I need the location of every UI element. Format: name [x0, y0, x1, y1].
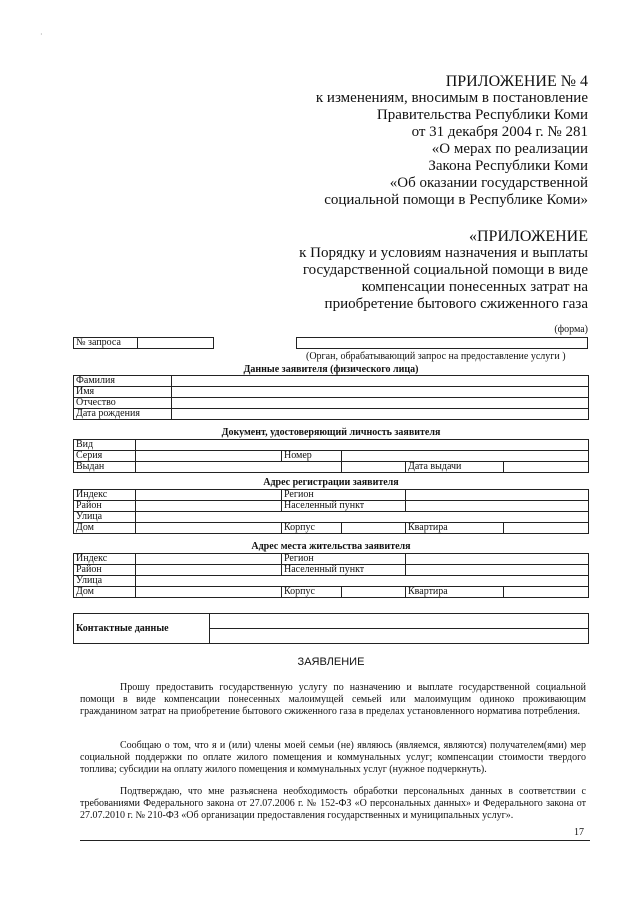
reg-street-input[interactable] — [136, 512, 589, 523]
scan-speck: · — [40, 30, 43, 39]
doc-issued-input-2[interactable] — [342, 462, 406, 473]
res-region-label: Регион — [282, 554, 406, 565]
doc-issued-input[interactable] — [136, 462, 342, 473]
appendix-line: к Порядку и условиям назначения и выплаты — [299, 245, 588, 261]
residence-title: Адрес места жительства заявителя — [251, 541, 411, 552]
appendix-line: «ПРИЛОЖЕНИЕ — [468, 228, 588, 245]
patronymic-input[interactable] — [172, 398, 589, 409]
res-building-input[interactable] — [342, 587, 406, 598]
contacts-table — [73, 613, 589, 644]
appendix-line: компенсации понесенных затрат на — [361, 279, 588, 295]
document-table — [73, 439, 589, 473]
reg-locality-input[interactable] — [406, 501, 589, 512]
res-index-label: Индекс — [74, 554, 136, 565]
reg-house-input[interactable] — [136, 523, 282, 534]
res-house-label: Дом — [74, 587, 136, 598]
res-house-input[interactable] — [136, 587, 282, 598]
doc-series-input[interactable] — [136, 451, 282, 462]
organ-input[interactable] — [296, 337, 588, 349]
reg-house-label: Дом — [74, 523, 136, 534]
applicant-table — [73, 375, 589, 420]
reg-region-input[interactable] — [406, 490, 589, 501]
res-index-input[interactable] — [136, 554, 282, 565]
field-label: Имя — [74, 387, 172, 398]
reg-index-label: Индекс — [74, 490, 136, 501]
header-line: ПРИЛОЖЕНИЕ № 4 — [445, 73, 588, 90]
header-line: Правительства Республики Коми — [376, 107, 588, 123]
header-line: к изменениям, вносимым в постановление — [315, 90, 588, 106]
doc-type-input[interactable] — [136, 440, 589, 451]
reg-apartment-label: Квартира — [406, 523, 504, 534]
res-apartment-label: Квартира — [406, 587, 504, 598]
surname-input[interactable] — [172, 376, 589, 387]
contacts-label: Контактные данные — [74, 614, 210, 644]
request-number-input[interactable] — [138, 338, 214, 349]
reg-district-input[interactable] — [136, 501, 282, 512]
res-district-label: Район — [74, 565, 136, 576]
header-block — [316, 73, 588, 209]
res-street-input[interactable] — [136, 576, 589, 587]
reg-building-input[interactable] — [342, 523, 406, 534]
registration-title: Адрес регистрации заявителя — [263, 477, 399, 488]
reg-street-label: Улица — [74, 512, 136, 523]
res-building-label: Корпус — [282, 587, 342, 598]
res-locality-label: Населенный пункт — [282, 565, 406, 576]
res-region-input[interactable] — [406, 554, 589, 565]
applicant-title: Данные заявителя (физического лица) — [243, 364, 419, 375]
res-street-label: Улица — [74, 576, 136, 587]
header-line: «О мерах по реализации — [431, 141, 588, 157]
reg-building-label: Корпус — [282, 523, 342, 534]
document-title: Документ, удостоверяющий личность заявителя — [221, 427, 441, 438]
appendix-line: приобретение бытового сжиженного газа — [324, 296, 588, 312]
reg-locality-label: Населенный пункт — [282, 501, 406, 512]
res-district-input[interactable] — [136, 565, 282, 576]
statement-p1: Прошу предоставить государственную услугу по назначению и выплате государственной социальной помощи в виде компенсации понесенных малоимущей семьей или малоимущим одиноко проживающим гражданином затрат на приобретение бытового сжиженного газа в пределах установленного норматива потребления. — [80, 682, 586, 717]
doc-number-input[interactable] — [342, 451, 589, 462]
doc-issued-label: Выдан — [74, 462, 136, 473]
residence-table — [73, 553, 589, 598]
contacts-input-1[interactable] — [210, 614, 589, 629]
request-number-table — [73, 337, 214, 349]
contacts-input-2[interactable] — [210, 629, 589, 644]
registration-table — [73, 489, 589, 534]
form-label: (форма) — [554, 324, 588, 335]
res-apartment-input[interactable] — [504, 587, 589, 598]
doc-issue-date-input[interactable] — [504, 462, 589, 473]
statement-p2: Сообщаю о том, что я и (или) члены моей семьи (не) являюсь (являемся, являются) получателем(ями) мер социальной поддержки по оплате жилого помещения и коммунальных услуг; компенсации стоимости твердого топлива; субсидии на оплату жилого помещения и коммунальных услуг (нужное подчеркнуть). — [80, 740, 586, 775]
header-line: «Об оказании государственной — [389, 175, 588, 191]
reg-apartment-input[interactable] — [504, 523, 589, 534]
doc-issue-date-label: Дата выдачи — [406, 462, 504, 473]
request-number-label: № запроса — [74, 338, 138, 349]
doc-series-label: Серия — [74, 451, 136, 462]
birth-date-input[interactable] — [172, 409, 589, 420]
doc-type-label: Вид — [74, 440, 136, 451]
field-label: Фамилия — [74, 376, 172, 387]
appendix-block — [299, 228, 588, 313]
field-label: Отчество — [74, 398, 172, 409]
res-locality-input[interactable] — [406, 565, 589, 576]
page-number: 17 — [574, 827, 584, 838]
statement-title: ЗАЯВЛЕНИЕ — [297, 656, 365, 668]
statement-p3: Подтверждаю, что мне разъяснена необходимость обработки персональных данных в соответствии с требованиями Федерального закона от 27.07.2006 г. № 152-ФЗ «О персональных данных» и Федерального закона от 27.07.2010 г. № 210-ФЗ «Об организации предоставления государственных и муниципальных услуг». — [80, 786, 586, 821]
field-label: Дата рождения — [74, 409, 172, 420]
header-line: социальной помощи в Республике Коми» — [324, 192, 588, 208]
doc-number-label: Номер — [282, 451, 342, 462]
organ-note: (Орган, обрабатывающий запрос на предоставление услуги ) — [306, 351, 566, 362]
header-line: от 31 декабря 2004 г. № 281 — [411, 124, 588, 140]
reg-district-label: Район — [74, 501, 136, 512]
header-line: Закона Республики Коми — [428, 158, 588, 174]
footer-rule — [80, 840, 590, 841]
appendix-line: государственной социальной помощи в виде — [302, 262, 588, 278]
reg-index-input[interactable] — [136, 490, 282, 501]
first-name-input[interactable] — [172, 387, 589, 398]
reg-region-label: Регион — [282, 490, 406, 501]
